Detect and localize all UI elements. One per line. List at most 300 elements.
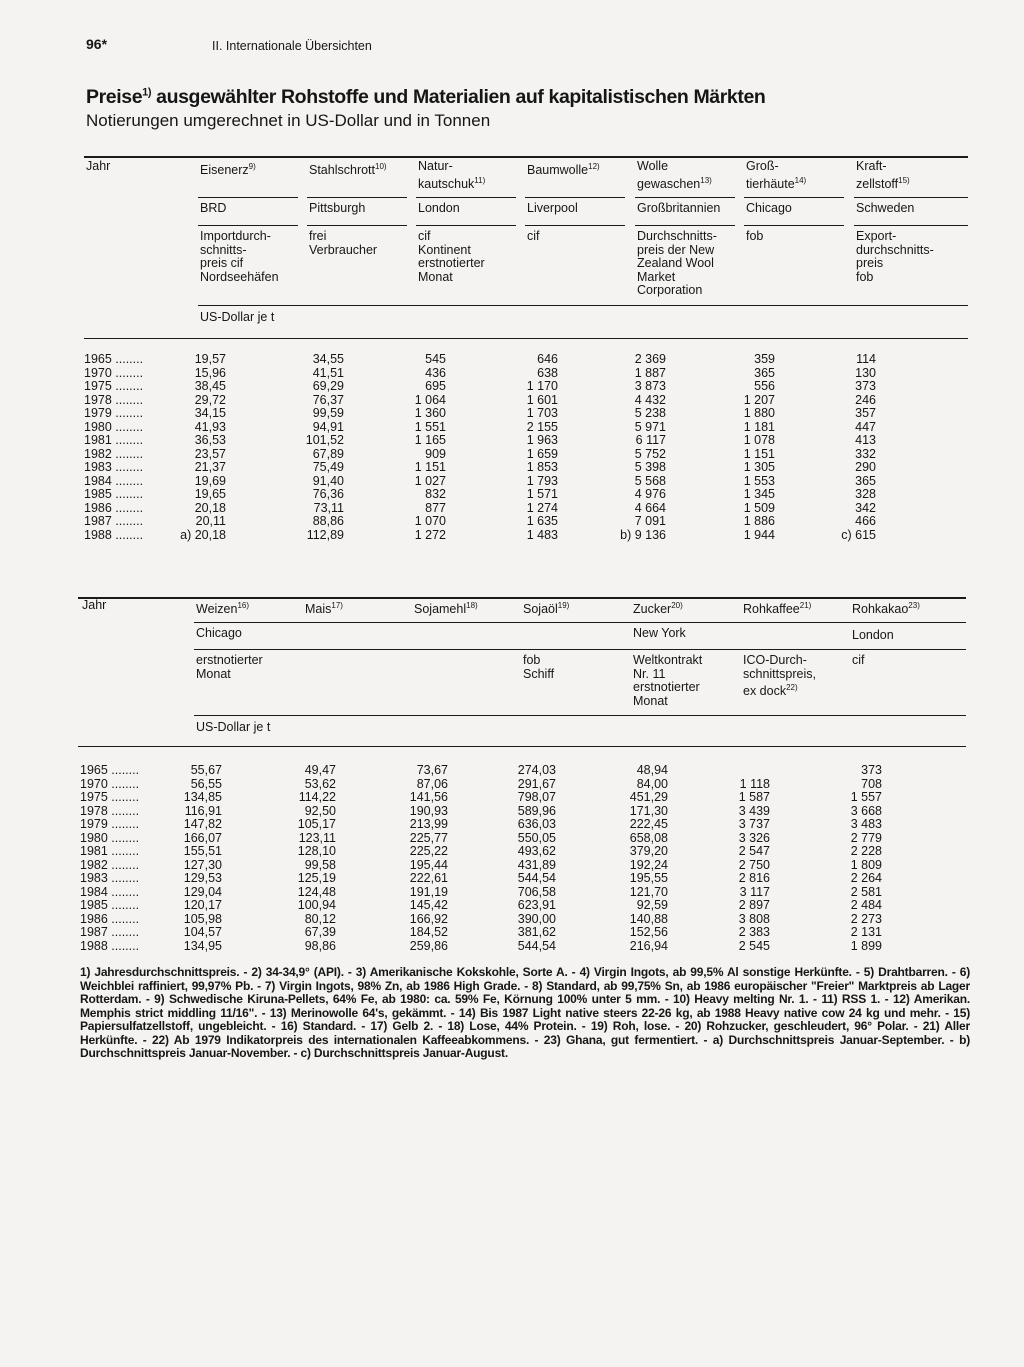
value-cell: 92,59	[636, 898, 668, 912]
t2-values-sojamehl	[372, 764, 448, 953]
t2-values-rohkaffee	[700, 764, 770, 953]
value-cell: 3 873	[634, 379, 666, 393]
value-cell: 3 117	[739, 884, 770, 899]
t1-col-name: Groß- tierhäute	[746, 159, 795, 191]
t1-rule	[525, 197, 625, 198]
value-cell: 638	[537, 365, 558, 380]
t2-col-weizen	[196, 599, 249, 617]
value-cell: 2 816	[738, 871, 770, 885]
value-cell: 1 272	[414, 527, 446, 542]
t2-values-rohkakao	[812, 764, 882, 953]
t2-col-name: Rohkaffee	[743, 602, 800, 617]
value-cell: 550,05	[517, 830, 556, 845]
t2-values-mais	[260, 764, 336, 953]
t1-basis: cif	[527, 229, 540, 243]
year-cell: 1986 ........	[80, 911, 140, 926]
value-cell: 636,03	[517, 817, 556, 831]
t1-col-kraftzellstoff	[856, 160, 910, 191]
value-cell: 130	[855, 365, 876, 380]
t1-rule	[635, 197, 735, 198]
value-cell: 128,10	[297, 844, 336, 858]
title-footnote-ref: 1)	[142, 86, 152, 99]
year-cell: 1978 ........	[80, 803, 140, 818]
value-cell: 21,37	[194, 460, 226, 474]
t1-values-stahlschrott	[268, 353, 344, 542]
t1-rule	[84, 338, 968, 339]
t1-col-sup: 14)	[794, 175, 807, 185]
t2-market: London	[852, 628, 894, 642]
t2-col-sup: 20)	[671, 601, 683, 610]
t1-year-column	[84, 353, 143, 542]
value-cell: 80,12	[304, 911, 336, 926]
value-cell: 23,57	[194, 446, 226, 461]
value-cell: 2 750	[738, 857, 770, 872]
value-cell: 29,72	[194, 392, 226, 407]
t1-rule	[416, 225, 516, 226]
value-cell: 1 118	[739, 776, 770, 791]
year-cell: 1987 ........	[80, 925, 140, 939]
year-cell: 1979 ........	[80, 817, 140, 831]
value-cell: 1 360	[414, 406, 446, 420]
value-cell: 129,04	[183, 884, 222, 899]
value-cell: 124,48	[297, 884, 336, 899]
value-cell: 545	[425, 352, 446, 366]
value-cell: 76,36	[312, 487, 344, 501]
value-cell: 99,58	[304, 857, 336, 872]
t2-rule	[78, 746, 966, 747]
value-cell: 466	[855, 514, 876, 528]
value-cell: 2 383	[738, 925, 770, 939]
value-cell: 2 273	[850, 911, 882, 926]
t2-unit: US-Dollar je t	[196, 720, 271, 734]
value-cell: 3 737	[738, 817, 770, 831]
value-cell: 1 571	[526, 487, 558, 501]
t2-values-sojaoel	[480, 764, 556, 953]
value-cell: 192,24	[629, 857, 668, 872]
year-cell: 1978 ........	[84, 392, 144, 407]
value-cell: 2 228	[850, 844, 882, 858]
value-cell: 121,70	[629, 884, 668, 899]
value-cell: 1 274	[526, 500, 558, 515]
value-cell: 1 635	[526, 514, 558, 528]
value-cell: 129,53	[183, 871, 222, 885]
year-cell: 1983 ........	[80, 871, 140, 885]
t1-basis: Importdurch- schnitts- preis cif Nordseehäfen	[200, 229, 279, 284]
value-cell: 87,06	[416, 776, 448, 791]
value-cell: 141,56	[409, 790, 448, 804]
value-cell: 114,22	[298, 790, 336, 804]
value-cell: 125,19	[297, 871, 336, 885]
t1-col-name: Baumwolle	[527, 163, 589, 178]
year-cell: 1982 ........	[80, 857, 140, 872]
value-cell: 1 886	[743, 514, 775, 528]
value-cell	[700, 764, 770, 778]
t2-col-rohkaffee	[743, 599, 811, 617]
value-cell: 76,37	[312, 392, 344, 407]
year-cell: 1979 ........	[84, 406, 144, 420]
value-cell: 3 808	[738, 911, 770, 926]
value-cell: 36,53	[194, 433, 226, 447]
value-cell: 332	[855, 446, 876, 461]
value-cell: 2 155	[526, 419, 558, 434]
year-cell: 1988 ........	[84, 527, 144, 542]
value-cell: 41,93	[194, 419, 226, 434]
t1-col-name: Natur- kautschuk	[418, 159, 475, 191]
value-cell: 877	[425, 500, 446, 515]
value-cell: 116,91	[184, 803, 222, 818]
value-cell: 431,89	[517, 857, 556, 872]
year-cell: 1965 ........	[84, 352, 144, 366]
value-cell: 222,45	[629, 817, 668, 831]
value-cell: 105,98	[183, 911, 222, 926]
t1-rule	[307, 197, 407, 198]
value-cell: 5 568	[634, 473, 666, 488]
value-cell: 49,47	[304, 763, 336, 777]
t2-col-name: Mais	[305, 602, 332, 617]
value-cell: 695	[425, 379, 446, 393]
value-cell: 1 553	[743, 473, 775, 488]
value-cell: 2 369	[634, 352, 666, 366]
value-cell: 1 809	[850, 857, 882, 872]
value-cell: 88,86	[312, 514, 344, 528]
value-cell: 365	[855, 473, 876, 488]
t1-market: Großbritannien	[637, 201, 721, 215]
t2-market: Chicago	[196, 626, 242, 640]
value-cell: 798,07	[517, 790, 556, 804]
value-cell: 373	[861, 763, 882, 777]
value-cell: 436	[425, 365, 446, 380]
value-cell: 1 070	[414, 514, 446, 528]
value-cell: 4 976	[634, 487, 666, 501]
value-cell: 5 752	[634, 446, 666, 461]
value-cell: 1 078	[743, 433, 775, 447]
value-cell: 1 170	[526, 379, 558, 393]
value-cell: 1 181	[743, 419, 775, 434]
t1-col-sup: 15)	[898, 175, 910, 185]
value-cell: 152,56	[629, 925, 668, 939]
value-cell: 1 963	[526, 433, 558, 447]
value-cell: 104,57	[183, 925, 222, 939]
value-cell: 1 887	[634, 365, 666, 380]
value-cell: 225,77	[409, 830, 448, 845]
value-cell: 84,00	[636, 776, 668, 791]
value-cell: b) 9 136	[620, 527, 666, 542]
t2-col-sup: 18)	[466, 601, 478, 610]
t2-rule	[194, 715, 966, 716]
year-cell: 1988 ........	[80, 938, 140, 953]
table1-year-header: Jahr	[86, 159, 111, 173]
value-cell: 67,39	[304, 925, 336, 939]
t1-market: BRD	[200, 201, 227, 215]
value-cell: 166,92	[409, 911, 448, 926]
year-cell: 1980 ........	[84, 419, 144, 434]
value-cell: 1 551	[414, 419, 446, 434]
t1-basis: fob	[746, 229, 764, 243]
value-cell: 373	[855, 379, 876, 393]
value-cell: 359	[754, 352, 775, 366]
value-cell: 155,51	[183, 844, 222, 858]
value-cell: 73,11	[313, 500, 344, 515]
t1-rule	[635, 225, 735, 226]
value-cell: 544,54	[517, 871, 556, 885]
value-cell: 493,62	[517, 844, 556, 858]
t1-col-name: Stahlschrott	[309, 163, 376, 178]
value-cell: 447	[855, 419, 876, 434]
value-cell: 2 897	[738, 898, 770, 912]
value-cell: 19,57	[194, 352, 226, 366]
year-cell: 1975 ........	[84, 379, 144, 393]
value-cell: 413	[855, 433, 876, 447]
year-cell: 1984 ........	[80, 884, 140, 899]
value-cell: 658,08	[629, 830, 668, 845]
value-cell: 1 151	[414, 460, 446, 474]
value-cell: 4 432	[634, 392, 666, 407]
t2-col-sup: 21)	[799, 601, 812, 610]
year-cell: 1975 ........	[80, 790, 140, 804]
value-cell: 706,58	[517, 884, 556, 899]
t2-col-name: Rohkakao	[852, 602, 909, 617]
t1-col-baumwolle	[527, 160, 600, 178]
value-cell: 274,03	[517, 763, 556, 777]
value-cell: 623,91	[517, 898, 556, 912]
value-cell: 5 398	[634, 460, 666, 474]
value-cell: 213,99	[409, 817, 448, 831]
value-cell: 171,30	[629, 803, 668, 818]
value-cell: 365	[754, 365, 775, 380]
year-cell: 1980 ........	[80, 830, 140, 845]
value-cell: 2 547	[738, 844, 770, 858]
t2-col-name: Sojamehl	[414, 602, 467, 617]
value-cell: 166,07	[183, 830, 222, 845]
t1-values-grosstierhaeute	[705, 353, 775, 542]
value-cell: 127,30	[183, 857, 222, 872]
value-cell: 15,96	[194, 365, 226, 380]
value-cell: 1 509	[743, 500, 775, 515]
t2-basis-rohkaffee	[743, 654, 816, 699]
value-cell: 134,85	[183, 790, 222, 804]
value-cell: 708	[861, 776, 882, 791]
value-cell: 105,17	[297, 817, 336, 831]
t1-unit: US-Dollar je t	[200, 310, 275, 324]
year-cell: 1981 ........	[80, 844, 140, 858]
value-cell: 1 601	[526, 392, 558, 407]
value-cell: 38,45	[194, 379, 226, 393]
t2-col-name: Zucker	[633, 602, 672, 617]
value-cell: 34,55	[312, 352, 344, 366]
t1-rule	[854, 197, 968, 198]
t2-col-sojaoel	[523, 599, 569, 617]
value-cell: 1 165	[414, 433, 446, 447]
title-main: Preise	[86, 86, 143, 108]
value-cell: 246	[855, 392, 876, 407]
t2-col-name: Sojaöl	[523, 602, 558, 617]
table1-top-rule	[84, 156, 968, 158]
t2-values-zucker	[592, 764, 668, 953]
t2-basis: erstnotierter Monat	[196, 653, 263, 681]
value-cell: 3 668	[850, 803, 882, 818]
value-cell: 123,11	[298, 830, 336, 845]
value-cell: 1 853	[526, 460, 558, 474]
value-cell: 2 581	[850, 884, 882, 899]
t1-rule	[198, 197, 298, 198]
value-cell: 3 483	[850, 817, 882, 831]
value-cell: 92,50	[304, 803, 336, 818]
value-cell: c) 615	[841, 527, 876, 542]
page-title	[86, 86, 765, 109]
t1-market: Pittsburgh	[309, 201, 366, 215]
footnotes: 1) Jahresdurchschnittspreis. - 2) 34-34,9° (API). - 3) Amerikanische Kokskohle, Sorte A. - 4) Virgin Ingots, ab 99,5% Al sonstige Herkünfte. - 5) Drahtbarren. - 6) Weichblei raffiniert, 99,97% Pb. - 7) Virgin Ingots, 98% Zn, ab 1986 High Grade. - 8) Standard, ab 99,75% Sn, ab 1986 europäischer "Freier" Marktpreis ab Lager Rotterdam. - 9) Schwedische Kiruna-Pellets, 64% Fe, ab 1980: ca. 59% Fe, Körnung 100% unter 5 mm. - 10) Heavy melting Nr. 1. - 11) RSS 1. - 12) Amerikan. Memphis strict middling 11/16". - 13) Merinowolle 64's, gekämmt. - 14) Bis 1987 Light native steers 22-26 kg, ab 1988 Heavy native cow 24 kg und mehr. - 15) Papiersulfatzellstoff, ungebleicht. - 16) Standard. - 17) Gelb 2. - 18) Lose, 44% Protein. - 19) Roh, lose. - 20) Rohzucker, geschleudert, 96° Polar. - 21) Aller Herkünfte. - 22) Ab 1979 Indikatorpreis des internationalen Kaffeeabkommens. - 23) Ghana, gut fermentiert. - a) Durchschnittspreis Januar-September. - b) Durchschnittspreis Januar-November. - c) Durchschnittspreis Januar-August.	[80, 965, 970, 1060]
t2-col-mais	[305, 599, 343, 617]
value-cell: 140,88	[629, 911, 668, 926]
value-cell: 1 557	[850, 790, 882, 804]
value-cell: 195,44	[409, 857, 448, 872]
year-cell: 1970 ........	[84, 365, 144, 380]
value-cell: 56,55	[190, 776, 222, 791]
value-cell: 5 238	[634, 406, 666, 420]
value-cell: 55,67	[190, 763, 222, 777]
value-cell: 19,69	[194, 473, 226, 488]
t2-col-zucker	[633, 599, 683, 617]
value-cell: 1 345	[743, 487, 775, 501]
t1-rule	[198, 305, 968, 306]
t2-col-sup: 16)	[237, 601, 250, 610]
t1-values-kraftzellstoff	[806, 353, 876, 542]
t1-rule	[525, 225, 625, 226]
value-cell: 1 899	[850, 938, 882, 953]
t1-col-name: Kraft- zellstoff	[856, 159, 899, 191]
value-cell: 100,94	[297, 898, 336, 912]
value-cell: 379,20	[629, 844, 668, 858]
year-cell: 1986 ........	[84, 500, 144, 515]
year-cell: 1984 ........	[84, 473, 144, 488]
value-cell: 259,86	[409, 938, 448, 953]
year-cell: 1965 ........	[80, 763, 140, 777]
t1-values-wolle	[586, 353, 666, 542]
title-rest: ausgewählter Rohstoffe und Materialien auf kapitalistischen Märkten	[151, 86, 766, 108]
value-cell: 91,40	[312, 473, 344, 488]
year-cell: 1982 ........	[84, 446, 144, 461]
t1-col-eisenerz	[200, 160, 256, 178]
t1-basis: Export- durchschnitts- preis fob	[856, 229, 934, 284]
value-cell: 544,54	[517, 938, 556, 953]
value-cell: 195,55	[629, 871, 668, 885]
t1-col-grosstierhaeute	[746, 160, 806, 191]
t1-market: Chicago	[746, 201, 792, 215]
t1-col-sup: 11)	[474, 175, 486, 185]
t1-market: Schweden	[856, 201, 915, 215]
value-cell: 1 880	[743, 406, 775, 420]
value-cell: 1 944	[743, 527, 775, 542]
value-cell: 1 151	[743, 446, 775, 461]
t2-basis: ICO-Durch- schnittspreis, ex dock	[743, 653, 816, 699]
t1-rule	[854, 225, 968, 226]
value-cell: 2 131	[850, 925, 882, 939]
value-cell: 1 483	[526, 527, 558, 542]
value-cell: 101,52	[305, 433, 344, 447]
value-cell: 646	[537, 352, 558, 366]
t1-basis: Durchschnitts- preis der New Zealand Wool Market Corporation	[637, 229, 717, 297]
t2-col-rohkakao	[852, 599, 920, 617]
value-cell: 20,11	[195, 514, 226, 528]
value-cell: 145,42	[409, 898, 448, 912]
value-cell: 556	[754, 379, 775, 393]
value-cell: 5 971	[634, 419, 666, 434]
year-cell: 1985 ........	[80, 898, 140, 912]
t1-col-name: Wolle gewaschen	[637, 159, 701, 191]
year-cell: 1987 ........	[84, 514, 144, 528]
t1-col-name: Eisenerz	[200, 163, 249, 178]
value-cell: 114	[856, 352, 876, 366]
value-cell: 75,49	[312, 460, 344, 474]
t2-rule	[194, 622, 966, 623]
value-cell: 190,93	[409, 803, 448, 818]
t2-rule	[194, 649, 966, 650]
value-cell: 73,67	[416, 763, 448, 777]
t2-col-sup: 23)	[908, 601, 920, 610]
t2-col-sojamehl	[414, 599, 478, 617]
t1-rule	[198, 225, 298, 226]
t2-market: New York	[633, 626, 686, 640]
value-cell: 3 439	[738, 803, 770, 818]
t1-rule	[744, 225, 844, 226]
value-cell: 6 117	[635, 433, 666, 447]
value-cell: 41,51	[312, 365, 344, 380]
value-cell: 20,18	[194, 500, 226, 515]
t2-basis: cif	[852, 653, 865, 667]
value-cell: 120,17	[183, 898, 222, 912]
t2-col-sup: 19)	[557, 601, 570, 610]
value-cell: 357	[855, 406, 876, 420]
t1-rule	[307, 225, 407, 226]
t1-col-sup: 12)	[588, 162, 600, 171]
t2-col-sup: 17)	[331, 601, 343, 610]
t2-col-name: Weizen	[196, 602, 238, 617]
t1-col-wolle	[637, 160, 712, 191]
value-cell: 3 326	[738, 830, 770, 845]
value-cell: 1 064	[414, 392, 446, 407]
value-cell: 1 793	[526, 473, 558, 488]
value-cell: 2 779	[850, 830, 882, 845]
t1-market: Liverpool	[527, 201, 578, 215]
value-cell: 909	[425, 446, 446, 461]
t1-basis: cif Kontinent erstnotierter Monat	[418, 229, 485, 284]
value-cell: 94,91	[312, 419, 344, 434]
value-cell: 7 091	[634, 514, 666, 528]
t1-col-sup: 9)	[248, 162, 256, 171]
value-cell: 112,89	[306, 527, 344, 542]
value-cell: 1 659	[526, 446, 558, 461]
value-cell: 98,86	[304, 938, 336, 953]
year-cell: 1983 ........	[84, 460, 144, 474]
year-cell: 1981 ........	[84, 433, 144, 447]
value-cell: 222,61	[409, 871, 448, 885]
value-cell: 390,00	[517, 911, 556, 926]
value-cell: 381,62	[517, 925, 556, 939]
t1-basis: frei Verbraucher	[309, 229, 378, 257]
value-cell: 134,95	[183, 938, 222, 953]
t1-values-naturkautschuk	[376, 353, 446, 542]
t2-basis: Weltkontrakt Nr. 11 erstnotierter Monat	[633, 653, 703, 708]
value-cell: 67,89	[312, 446, 344, 461]
value-cell: 1 703	[526, 406, 558, 420]
value-cell: 191,19	[409, 884, 448, 899]
t1-rule	[416, 197, 516, 198]
value-cell: 290	[855, 460, 876, 474]
value-cell: 1 207	[743, 392, 775, 407]
value-cell: 69,29	[312, 379, 344, 393]
t1-col-naturkautschuk	[418, 160, 485, 191]
value-cell: 34,15	[194, 406, 226, 420]
